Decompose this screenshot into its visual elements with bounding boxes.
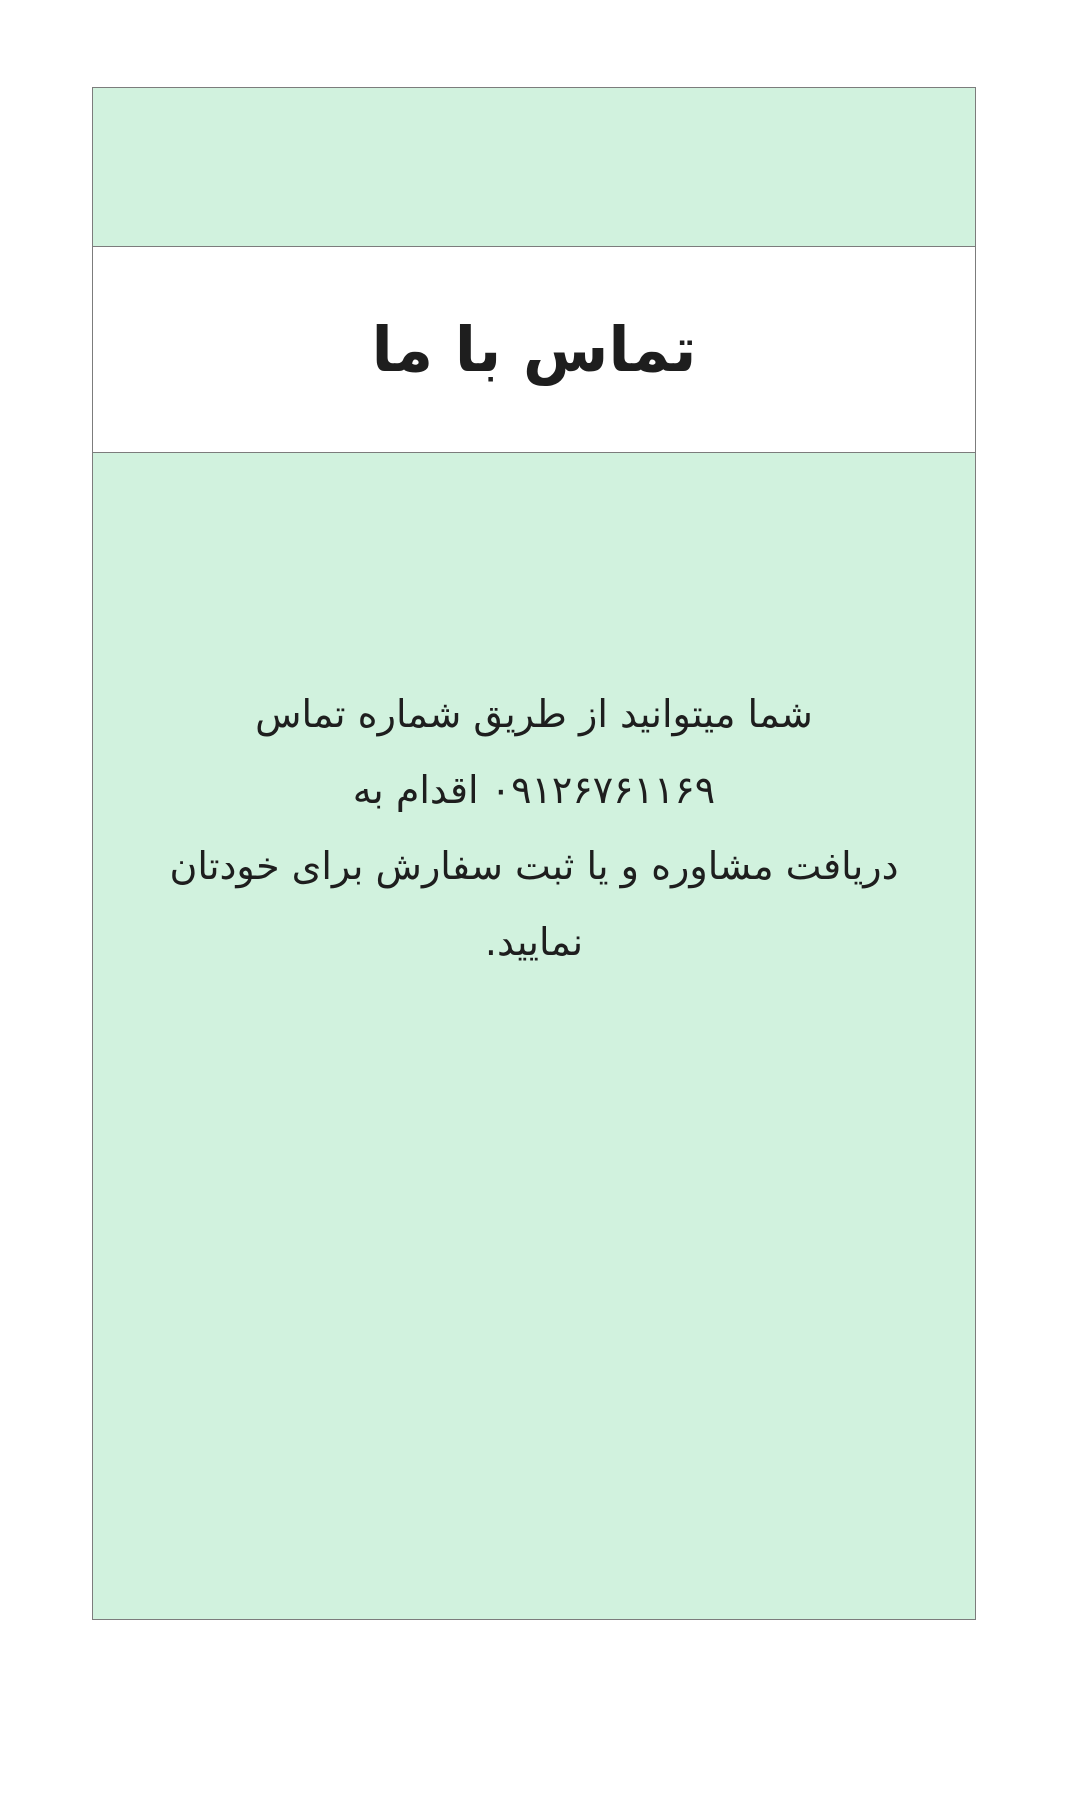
paragraph-line-1: شما میتوانید از طریق شماره تماس ۰۹۱۲۶۷۶۱۱۶۹ اقدام به bbox=[255, 692, 813, 812]
card-header-band bbox=[93, 88, 975, 246]
paragraph-line-2: دریافت مشاوره و یا ثبت سفارش برای خودتان نمایید. bbox=[169, 844, 899, 964]
contact-card bbox=[92, 87, 976, 1620]
title-band bbox=[93, 246, 975, 453]
page-title: تماس با ما bbox=[371, 313, 697, 386]
contact-paragraph bbox=[93, 676, 975, 980]
body-band bbox=[93, 453, 975, 1619]
